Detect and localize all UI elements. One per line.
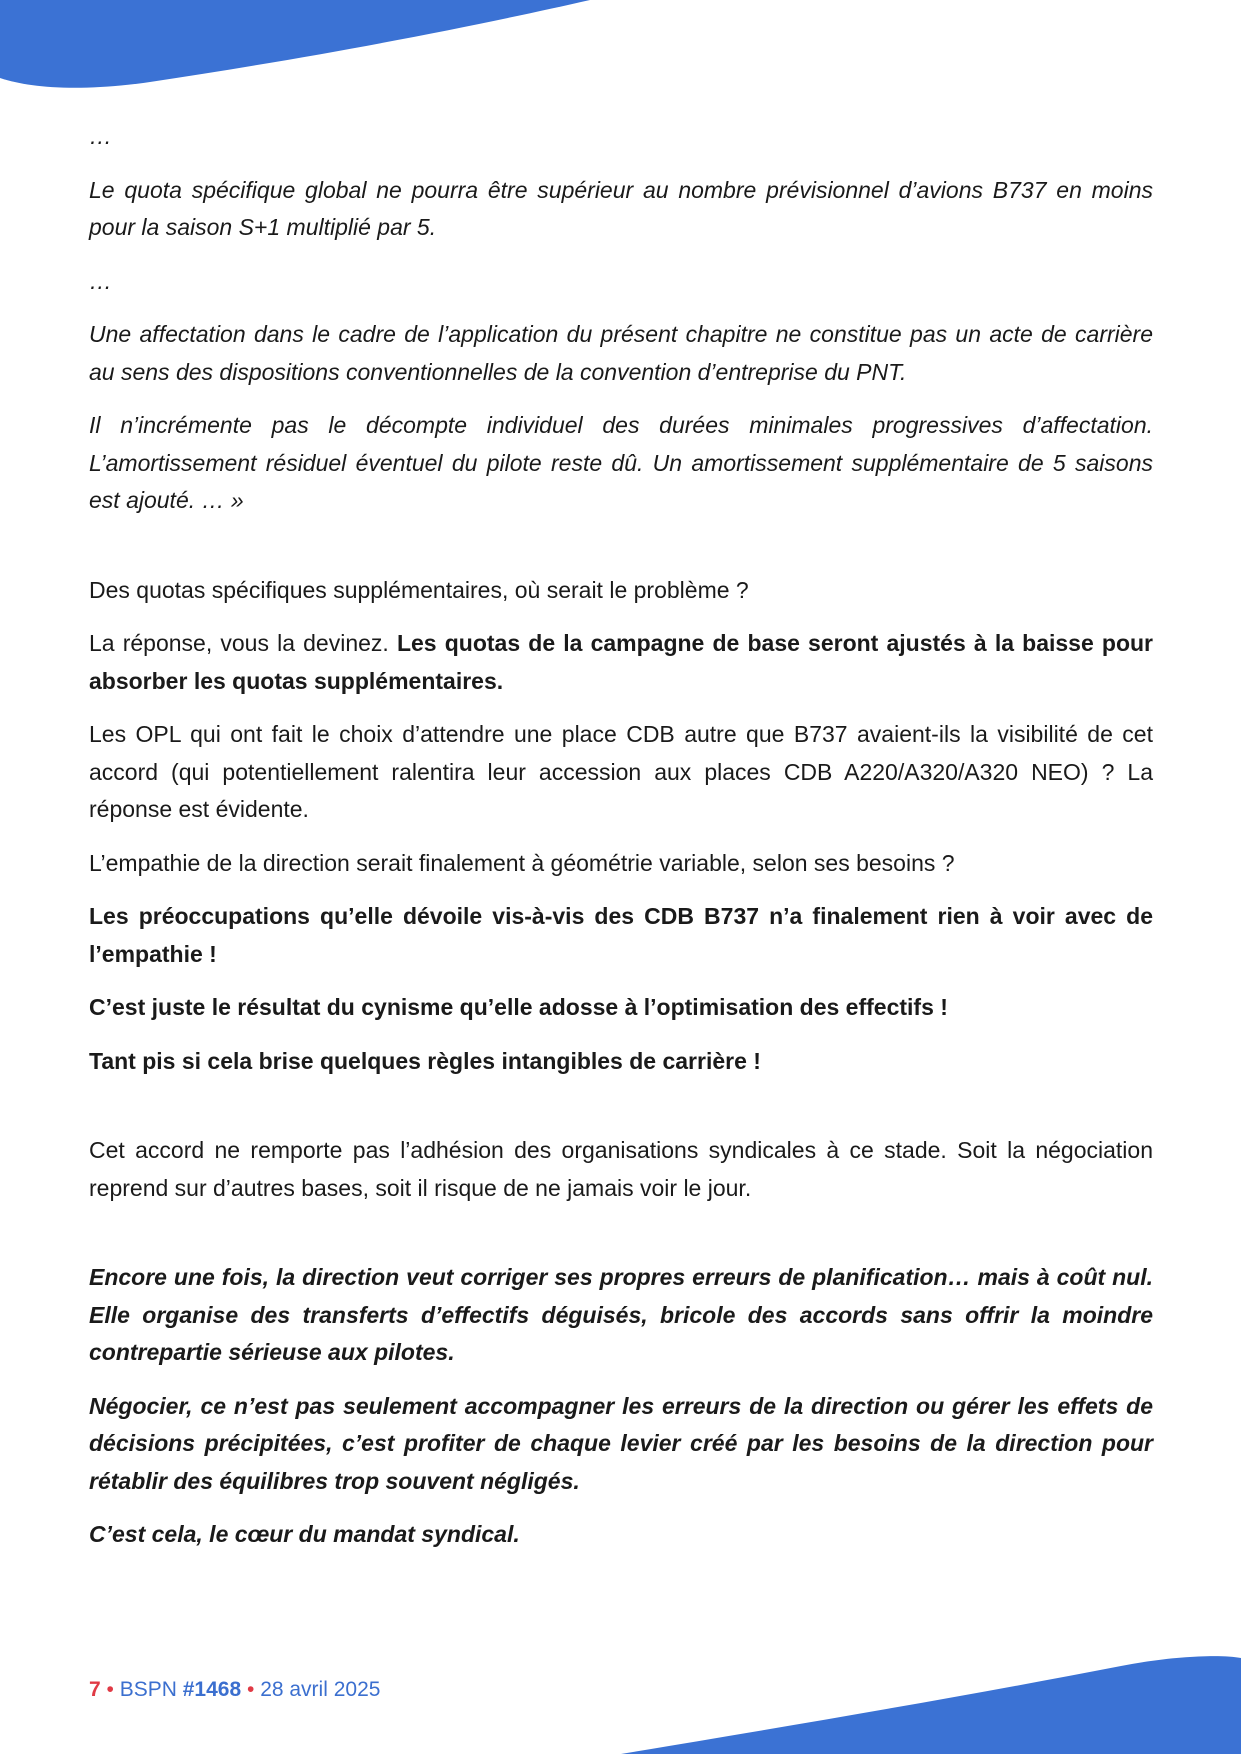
conclusion-paragraph: C’est cela, le cœur du mandat syndical.	[89, 1521, 520, 1547]
page-footer	[89, 1678, 380, 1702]
bold-paragraph: Tant pis si cela brise quelques règles intangibles de carrière !	[89, 1047, 761, 1074]
footer-separator: •	[241, 1678, 261, 1701]
footer-separator: •	[100, 1678, 120, 1701]
publication-name: BSPN	[119, 1678, 183, 1701]
body-paragraph: Les OPL qui ont fait le choix d’attendre une place CDB autre que B737 avaient-ils la visibilité de cet accord (qui potentiellement ralentira leur accession aux places CDB A220/A320/A320 NEO) ? La réponse est évidente.	[89, 721, 1153, 822]
publication-date: 28 avril 2025	[260, 1678, 381, 1701]
body-paragraph: Cet accord ne remporte pas l’adhésion des organisations syndicales à ce stade. Soit la négociation reprend sur d’autres bases, soit il risque de ne jamais voir le jour.	[89, 1137, 1153, 1201]
bold-text: Les quotas de la campagne de base seront ajustés à la baisse pour absorber les quotas supplémentaires.	[89, 630, 1153, 694]
bold-paragraph: C’est juste le résultat du cynisme qu’elle adosse à l’optimisation des effectifs !	[89, 994, 948, 1020]
body-paragraph	[89, 625, 1153, 700]
bottom-wave-decoration	[621, 1654, 1241, 1754]
body-paragraph: Des quotas spécifiques supplémentaires, où serait le problème ?	[89, 576, 749, 603]
quote-ellipsis: …	[89, 123, 112, 149]
body-paragraph: L’empathie de la direction serait finalement à géométrie variable, selon ses besoins ?	[89, 849, 955, 876]
quote-paragraph: Une affectation dans le cadre de l’application du présent chapitre ne constitue pas un acte de carrière au sens des dispositions conventionnelles de la convention d’entreprise du PNT.	[89, 321, 1153, 385]
quote-paragraph: Le quota spécifique global ne pourra être supérieur au nombre prévisionnel d’avions B737 en moins pour la saison S+1 multiplié par 5.	[89, 176, 1153, 240]
quote-ellipsis: …	[89, 267, 112, 294]
page-number: 7	[89, 1678, 101, 1701]
issue-number: #1468	[182, 1678, 242, 1701]
conclusion-paragraph: Encore une fois, la direction veut corriger ses propres erreurs de planification… mais à coût nul. Elle organise des transferts d’effectifs déguisés, bricole des accords sans offrir la moindre contrepartie sérieuse aux pilotes.	[89, 1264, 1153, 1365]
conclusion-paragraph: Négocier, ce n’est pas seulement accompagner les erreurs de la direction ou gérer les effets de décisions précipitées, c’est profiter de chaque levier créé par les besoins de la direction pour rétablir des équilibres trop souvent négligés.	[89, 1392, 1153, 1494]
quote-paragraph: Il n’incrémente pas le décompte individuel des durées minimales progressives d’affectation. L’amortissement résiduel éventuel du pilote reste dû. Un amortissement supplémentaire de 5 saisons est ajouté. … »	[89, 412, 1153, 513]
normal-text: La réponse, vous la devinez.	[89, 630, 397, 656]
top-wave-decoration	[0, 0, 600, 95]
bold-paragraph: Les préoccupations qu’elle dévoile vis-à-vis des CDB B737 n’a finalement rien à voir avec de l’empathie !	[89, 903, 1153, 967]
main-content	[89, 118, 1153, 1570]
